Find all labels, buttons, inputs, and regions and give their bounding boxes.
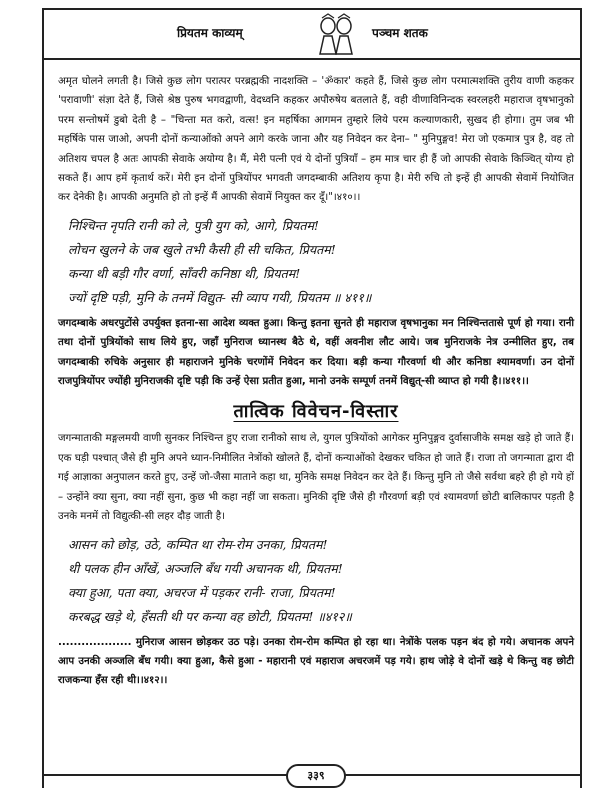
verse-411 — [68, 214, 574, 310]
page-footer — [42, 762, 582, 788]
radha-krishna-emblem-icon — [308, 12, 364, 56]
chapter-title: पञ्चम शतक — [372, 26, 428, 40]
paragraph-commentary: जगन्माताकी मङ्गलमयी वाणी सुनकर निश्चिन्त हुए राजा रानीको साथ ले, युगल पुत्रियोंको आगेकर मुनिपुङ्गव दुर्वासाजीके समक्ष खड़े हो जाते हैं। एक घड़ी पश्चात् जैसे ही मुनि अपने ध्यान-निमीलित नेत्रोंको खोलते हैं, दोनों कन्याओंको देखकर चकित हो जाते हैं। राजा तो जगन्माता द्वारा दी गई आज्ञाका अनुपालन करते हुए, उन्हें जो-जैसा माताने कहा था, मुनिके समक्ष निवेदन कर देते हैं। किन्तु मुनि तो जैसे सर्वथा बहरे ही हो गये हों – उन्होंने क्या सुना, क्या नहीं सुना, कुछ भी कहा नहीं जा सकता। मुनिकी दृष्टि जैसे ही गौरवर्णा बड़ी एवं श्यामवर्णा छोटी बालिकापर पड़ती है उनके मनमें तो विद्युत्की-सी लहर दौड़ जाती है। — [58, 433, 574, 523]
paragraph-410: अमृत घोलने लगती है। जिसे कुछ लोग परात्पर परब्रह्मकी नादशक्ति – 'ॐकार' कहते हैं, जिसे कुछ लोग परमात्मशक्ति तुरीय वाणी कहकर 'परावाणी' संज्ञा देते हैं, जिसे श्रेष्ठ पुरुष भगवद्वाणी, वेदध्वनि कहकर अपौरुषेय बतलाते हैं, वही वीणाविनिन्दक स्वरलहरी महाराज वृषभानुको परम सन्तोषमें डुबो देती है – "चिन्ता मत करो, वत्स! इन महर्षिका आगमन तुम्हारे लिये परम कल्याणकारी, सुखद ही होगा। तुम जब भी महर्षिके पास जाओ, अपनी दोनों कन्याओंको अपने आगे करके जाना और यह निवेदन कर देना– " मुनिपुङ्गव! मेरा जो एकमात्र पुत्र है, वह तो अतिशय चपल है अतः आपकी सेवाके अयोग्य है। मैं, मेरी पत्नी एवं ये दोनों पुत्रियाँ – हम मात्र चार ही हैं जो आपकी सेवाके किञ्चित् योग्य हो सकते हैं। आप हमें कृतार्थ करें। मेरी इन दोनों पुत्रियोंपर भगवती जगदम्बाकी अतिशय कृपा है। मेरी रुचि तो इन्हें ही आपकी सेवामें नियोजित कर देनेकी है। आपकी अनुमति हो तो इन्हें मैं आपकी सेवामें नियुक्त कर दूँ।"।४१०।। — [58, 76, 574, 204]
paragraph-411: जगदम्बाके अधरपुटोंसे उपर्युक्त इतना-सा आदेश व्यक्त हुआ। किन्तु इतना सुनते ही महाराज वृषभानुका मन निश्चिन्ततासे पूर्ण हो गया। रानी तथा दोनों पुत्रियोंको साथ लिये हुए, जहाँ मुनिराज ध्यानस्थ बैठे थे, वहीं अवनीश लौट आये। जब मुनिराजके नेत्र उन्मीलित हुए, तब जगदम्बाकी रुचिके अनुसार ही महाराजने मुनिके चरणोंमें निवेदन कर दिया। बड़ी कन्या गौरवर्णा थी और कनिष्ठा श्यामवर्णा। उन दोनों राजपुत्रियोंपर ज्योंही मुनिराजकी दृष्टि पड़ी कि उन्हें ऐसा प्रतीत हुआ, मानो उनके सम्पूर्ण तनमें विद्युत्-सी व्याप्त हो गयी है।।४११।। — [58, 317, 574, 388]
page-header — [42, 8, 582, 60]
verse-line: आसन को छोड़, उठे, कम्पित था रोम-रोम उनका, प्रियतम! — [68, 536, 328, 552]
verse-line: निश्चिन्त नृपति रानी को ले, पुत्री युग को, आगे, प्रियतम! — [68, 217, 319, 233]
verse-line: कन्या थी बड़ी गौर वर्णा, साँवरी कनिष्ठा थी, प्रियतम! — [68, 265, 301, 281]
section-heading-text: तात्विक विवेचन-विस्तार — [233, 401, 399, 423]
paragraph-412: ................... मुनिराज आसन छोड़कर उठ पड़े। उनका रोम-रोम कम्पित हो रहा था। नेत्रोंके पलक पड़न बंद हो गये। अचानक अपने आप उनकी अञ्जलि बँध गयी। क्या हुआ, कैसे हुआ - महारानी एवं महाराज अचरजमें पड़ गये। हाथ जोड़े वे दोनों खड़े थे किन्तु वह छोटी राजकन्या हँस रही थी।।४१२।। — [58, 636, 574, 687]
verse-line: थी पलक हीन आँखें, अञ्जलि बँध गयी अचानक थी, प्रियतम! — [68, 560, 343, 576]
verse-line: करबद्ध खड़े थे, हँसती थी पर कन्या वह छोटी, प्रियतम! ॥४१२॥ — [68, 608, 352, 624]
page-content — [58, 72, 574, 691]
verse-412 — [68, 533, 574, 629]
book-title: प्रियतम काव्यम् — [177, 26, 243, 40]
verse-line: क्या हुआ, पता क्या, अचरज में पड़कर रानी- राजा, प्रियतम! — [68, 584, 336, 600]
section-heading — [58, 399, 574, 423]
page-number: ३३९ — [286, 764, 346, 788]
verse-line: ज्यों दृष्टि पड़ी, मुनि के तनमें विद्युत- सी व्याप गयी, प्रियतम ॥ ४११॥ — [68, 289, 372, 305]
verse-line: लोचन खुलने के जब खुले तभी कैसी ही सी चकित, प्रियतम! — [68, 241, 336, 257]
